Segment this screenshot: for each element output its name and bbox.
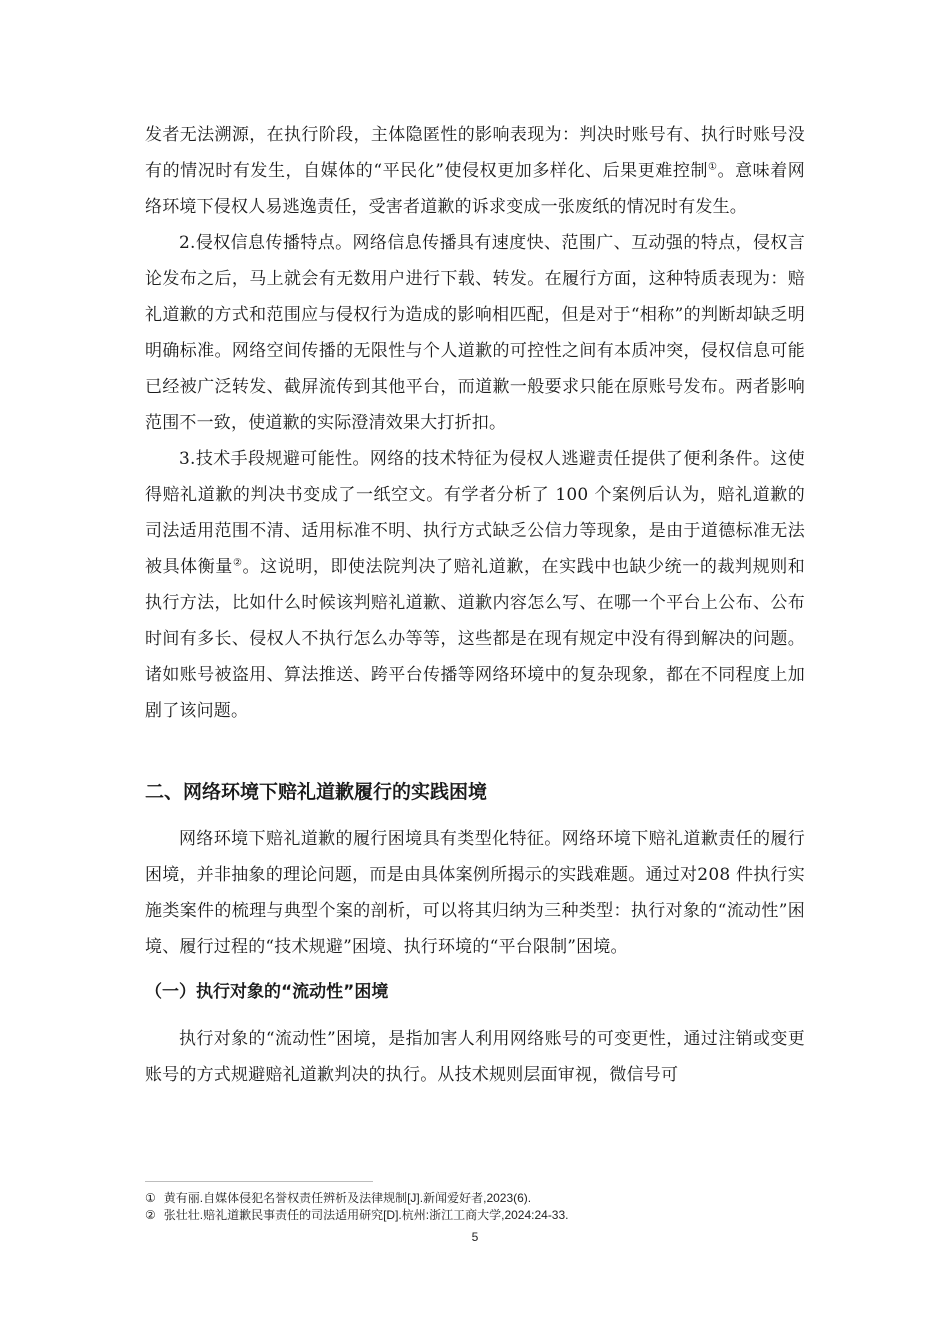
paragraph-1-text-cont: 。意味着网络环境下侵权人易逃逸责任，受害者道歉的诉求变成一张废纸的情况时有发生。 (145, 161, 806, 217)
paragraph-4: 网络环境下赔礼道歉的履行困境具有类型化特征。网络环境下赔礼道歉责任的履行困境，并非抽象的理论问题，而是由具体案例所揭示的实践难题。通过对208 件执行实施类案件的梳理与典型个案的剖析，可以将其归纳为三种类型：执行对象的“流动性”困境、履行过程的“技术规避”困境、执行环境的“平台限制”困境。 (145, 829, 805, 957)
section-heading: 二、网络环境下赔礼道歉履行的实践困境 (145, 781, 488, 803)
footnote-divider (145, 1181, 373, 1182)
footnote-2 (145, 1207, 805, 1224)
paragraph-1 (145, 117, 805, 225)
footnote-ref-1[interactable]: ① (708, 161, 718, 173)
paragraph-3 (145, 441, 805, 729)
paragraph-3-text: 3.技术手段规避可能性。网络的技术特征为侵权人逃避责任提供了便利条件。这使得赔礼道歉的判决书变成了一纸空文。有学者分析了 100 个案例后认为，赔礼道歉的司法适用范围不清、适用标准不明、执行方式缺乏公信力等现象，是由于道德标准无法被具体衡量 (145, 449, 805, 577)
paragraph-1-text: 发者无法溯源，在执行阶段，主体隐匿性的影响表现为：判决时账号有、执行时账号没有的情况时有发生，自媒体的“平民化”使侵权更加多样化、后果更难控制 (145, 125, 805, 181)
page-number: 5 (471, 1230, 479, 1244)
subsection-heading: （一）执行对象的“流动性”困境 (145, 982, 389, 1002)
footnote-1-mark: ① (145, 1191, 156, 1205)
footnote-2-mark: ② (145, 1208, 156, 1222)
paragraph-2: 2.侵权信息传播特点。网络信息传播具有速度快、范围广、互动强的特点，侵权言论发布之后，马上就会有无数用户进行下载、转发。在履行方面，这种特质表现为：赔礼道歉的方式和范围应与侵权行为造成的影响相匹配，但是对于“相称”的判断却缺乏明明确标准。网络空间传播的无限性与个人道歉的可控性之间有本质冲突，侵权信息可能已经被广泛转发、截屏流传到其他平台，而道歉一般要求只能在原账号发布。两者影响范围不一致，使道歉的实际澄清效果大打折扣。 (145, 233, 805, 433)
paragraph-3-text-cont: 。这说明，即使法院判决了赔礼道歉，在实践中也缺少统一的裁判规则和执行方法，比如什么时候该判赔礼道歉、道歉内容怎么写、在哪一个平台上公布、公布时间有多长、侵权人不执行怎么办等等，这些都是在现有规定中没有得到解决的问题。诸如账号被盗用、算法推送、跨平台传播等网络环境中的复杂现象，都在不同程度上加剧了该问题。 (145, 557, 805, 721)
footnote-1-text: 黄有丽.自媒体侵犯名誉权责任辨析及法律规制[J].新闻爱好者,2023(6). (163, 1191, 532, 1205)
footnote-2-text: 张壮壮.赔礼道歉民事责任的司法适用研究[D].杭州:浙江工商大学,2024:24-33. (163, 1208, 569, 1222)
footnote-ref-2[interactable]: ② (232, 557, 243, 569)
paragraph-5: 执行对象的“流动性”困境，是指加害人利用网络账号的可变更性，通过注销或变更账号的方式规避赔礼道歉判决的执行。从技术规则层面审视，微信号可 (145, 1029, 805, 1085)
footnote-1 (145, 1190, 805, 1207)
footnotes (145, 1190, 805, 1224)
body-text (145, 117, 805, 1093)
